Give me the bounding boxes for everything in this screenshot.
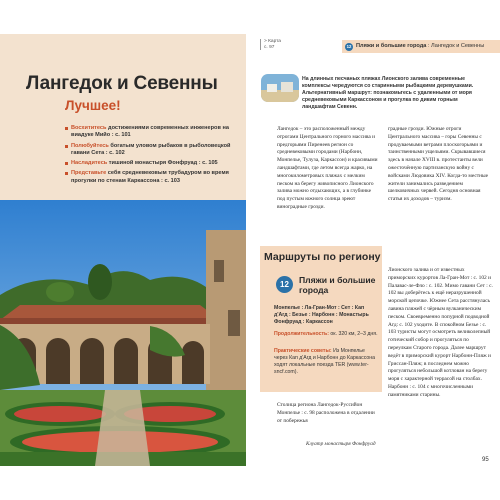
best-list [65,125,241,188]
routes-heading: Маршруты по региону [264,251,381,263]
lead-paragraph: На длинных песчаных пляжах Лионского залива современные комплексы чередуются со старинными рыбацкими деревушками. Альтернативный маршрут: познакомьтесь с удаленными от моря средневековыми Каркассоном и прогулка по диким горным ландшафтам Севенн. [302,76,474,111]
route-tips: Практические советы: Из Монпелье через Кап д'Агд и Нарбонн до Каркассона ходят локальные поезда TER (www.ter-sncf.com). [274,348,376,375]
route-name: Пляжи и большие города [299,275,376,295]
best-item: Представьте себя средневековым трубадуром во время прогулки по стенам Каркассона : с. 103 [65,170,241,184]
body-column-3: Лионского залива и от известных приморских курортов Ла-Гран-Мот : с. 102 и Палаваc-ле-Фло : с. 102. Мимо гавани Сет : с. 102 вы доберётесь к ещё неразрушенной морской цепочке. Южнее Сета расстянулась лавина пляжей с чёрным вулканическим песком. Своевременно попурной подводной Агд: с. 102 уходите. В спокойном Безье : с. 103 туристы могут осмотреть великолепный готический собор и прогуляться по переулкам Старого города. Далее маршрут ведёт в приморский курорт Нарбонн-Пляж и Гриссан-Пляж; в последнем можно прогуляться небольшой котлован на берегу моря с характерной террасой на столбах. Нарбонн : с. 104 с многочисленными памятниками старины. [388,267,493,398]
best-heading: Лучшее! [65,98,121,113]
body-column-1: Лангедок – это расположенный между отрогами Центрального горного массива и предгорьями Пиренеев регион со средневековыми городами (Нарбонн, Монпелье, Тулуза, Каркассон) и красивыми ландшафтами, где летом всегда жарко, на многокилометровых пляжах с мелким песком на берегу живописного Лионского залива можно отдыхающих, а в глубинке под пустым южного солнца зреют виноградные грозди. [277,126,378,210]
book-spread [0,34,500,466]
section-header-strip: 12 Пляжи и большие города : Лангедок и Севенны [342,40,500,53]
body-column-1-continued: Столица региона Лангедок-Руссийон Монпелье : с. 98 расположена в отдалении от побережья [277,402,375,424]
page-number: 95 [482,457,489,463]
best-item: Полюбуйтесь богатым уловом рыбаков в рыболовецкой гавани Сета : с. 102 [65,143,241,157]
best-item: Насладитесь тишиной монастыря Фонфруад : с. 105 [65,160,241,167]
route-number-badge: 12 [346,43,352,49]
map-reference[interactable]: > Карта с. 97 [260,39,284,50]
best-item: Восхититесь достижениями современных инженеров на виадуке Мийо : с. 101 [65,125,241,139]
route-length: Продолжительность: ок. 320 км, 2–3 дня. [274,331,378,337]
bullet-icon [65,172,68,175]
left-page [0,34,246,466]
route-places: Монпелье : Ла-Гран-Мот : Сет : Кап д'Агд : Безье : Нарбонн : Монастырь Фонфруад : Каркассон [274,305,369,325]
bullet-icon [65,127,68,130]
right-page [246,34,500,466]
route-number-badge: 12 [276,276,293,293]
bullet-icon [65,145,68,148]
bullet-icon [65,162,68,165]
region-title: Лангедок и Севенны [26,73,218,94]
photo-caption: Клуатр монастыря Фонфруад [306,441,376,447]
cloister-photo [0,200,246,466]
body-column-2: градные грозди. Южные отроги Центрального массива – горы Севенны с продуваемыми ветрами плоскогорьями и таинственными ущельями. Скрывавшиеся здесь в начале XVIII в. протестанты вели ожесточённую партизанскую войну с войсками Людовика XIV. Когда-то местные жители занимались разведением шелковичных червей. Сегодня основная статья их доходов – туризм. [388,126,488,203]
thumbnail-photo [261,74,299,102]
